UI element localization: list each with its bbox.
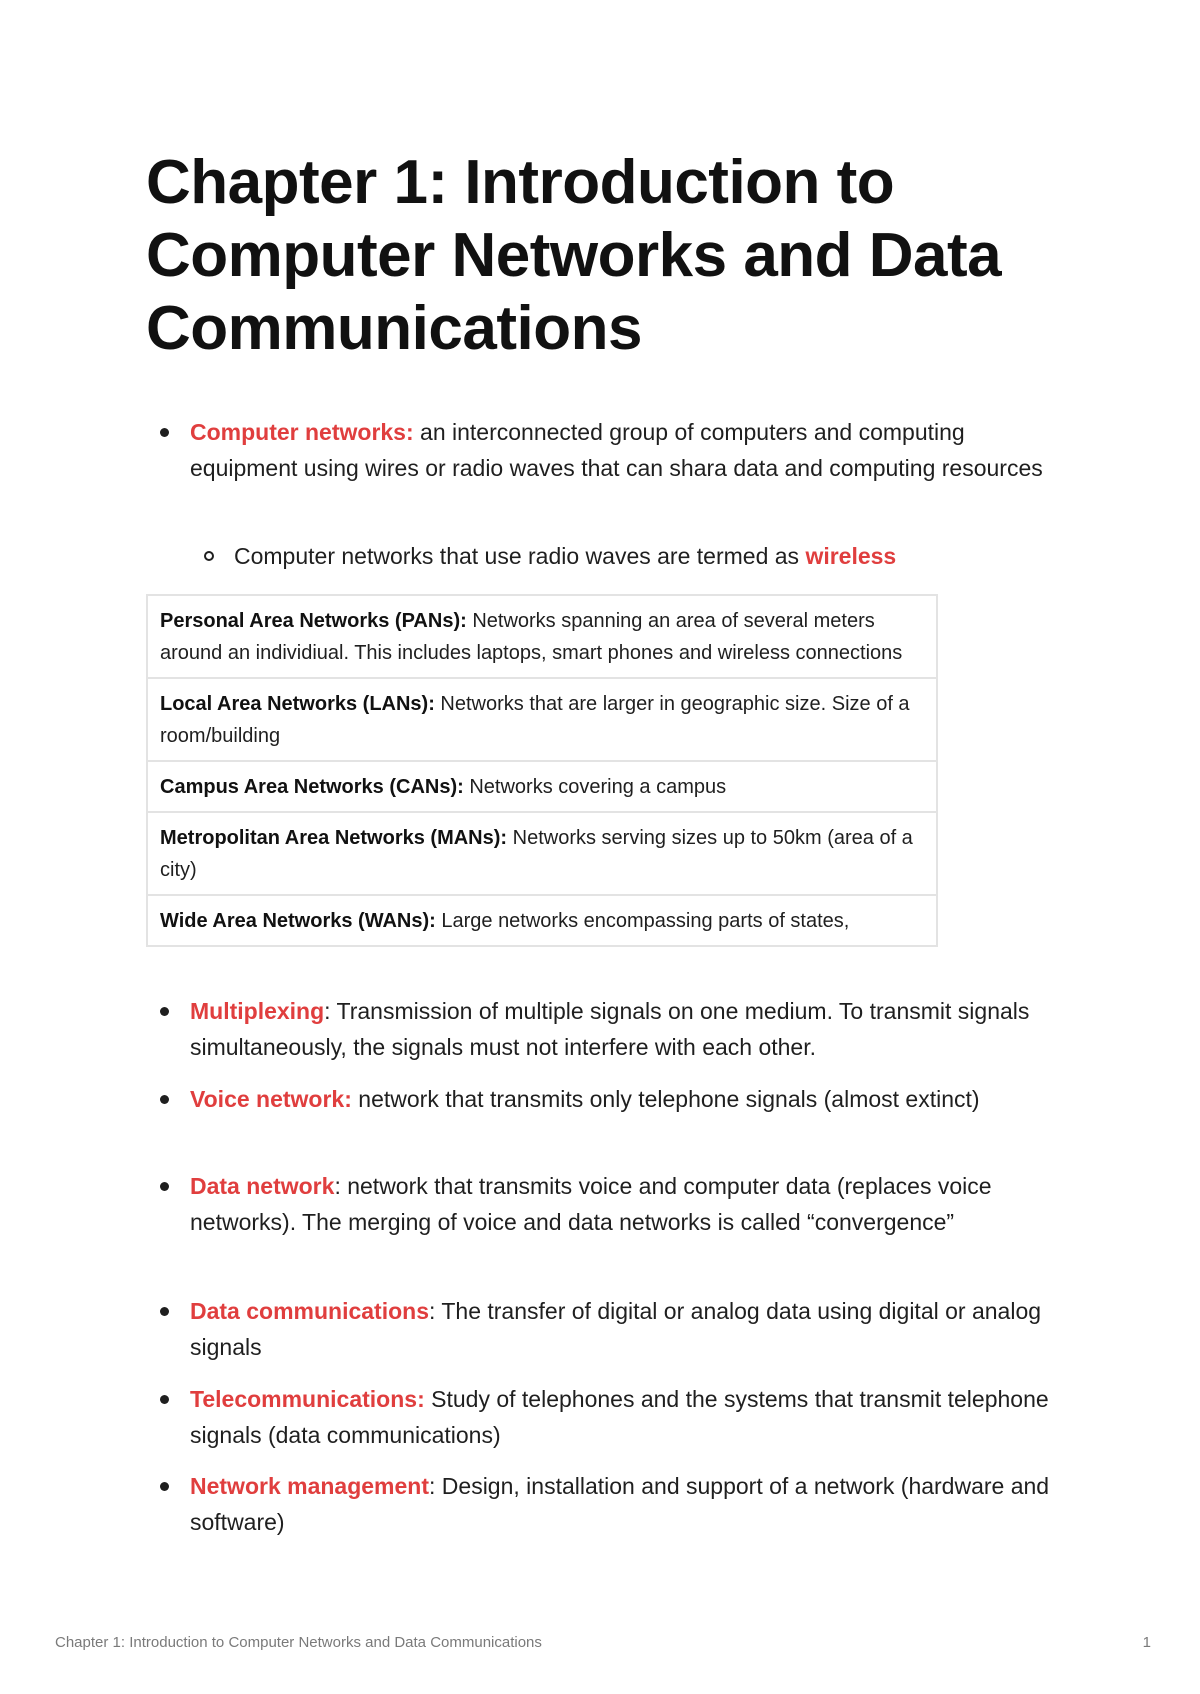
list-item [190,1168,1070,1240]
network-type-description: Networks that are larger in geographic size. Size of a room/building [160,693,910,747]
page-number: 1 [1142,1634,1151,1651]
sub-list-item [234,538,1070,574]
list-item [190,1081,1070,1117]
list-item [190,993,1070,1065]
bullet-dot-icon [160,1095,169,1104]
network-type-description: Large networks encompassing parts of states, [435,910,850,932]
term-label: Network management [190,1473,430,1499]
bullet-dot-icon [160,1007,169,1016]
network-type-name: Local Area Networks (LANs): [160,693,435,715]
list-item [190,1381,1070,1453]
term-label: Multiplexing [190,998,325,1024]
network-type-description: Networks serving sizes up to 50km (area of a city) [160,827,913,881]
term-label: Computer networks: [190,419,414,445]
definition-text: an interconnected group of computers and computing equipment using wires or radio waves that can shara data and computing resources [190,419,1043,481]
definition-text: Study of telephones and the systems that transmit telephone signals (data communications) [190,1386,1049,1448]
bullet-dot-icon [160,1307,169,1316]
definition-text: : The transfer of digital or analog data using digital or analog signals [190,1298,1042,1360]
list-item [190,1468,1070,1540]
list-item [190,414,1070,486]
table-row [148,813,936,896]
bullet-dot-icon [160,428,169,437]
bullet-dot-icon [160,1395,169,1404]
network-type-name: Campus Area Networks (CANs): [160,776,464,798]
definition-text: : Design, installation and support of a network (hardware and software) [190,1473,1050,1535]
term-label: Telecommunications: [190,1386,425,1412]
list-item [190,1293,1070,1365]
network-types-table [146,594,938,947]
network-type-description: Networks covering a campus [463,776,727,798]
table-row [148,679,936,762]
table-row [148,896,936,947]
term-label: Data network [190,1173,335,1199]
footer-title: Chapter 1: Introduction to Computer Networks and Data Communications [55,1634,542,1651]
table-row [148,762,936,813]
bullet-circle-icon [204,551,214,561]
table-row [148,596,936,679]
page-title: Chapter 1: Introduction to Computer Networks and Data Communications [146,148,1002,363]
term-label: Voice network: [190,1086,352,1112]
definition-text: network that transmits only telephone signals (almost extinct) [351,1086,980,1112]
bullet-dot-icon [160,1182,169,1191]
term-label: Data communications [190,1298,429,1324]
network-type-description: Networks spanning an area of several meters around an individiual. This includes laptops, smart phones and wireless connections [160,610,903,664]
network-type-name: Metropolitan Area Networks (MANs): [160,827,508,849]
sub-item-text: Computer networks that use radio waves are termed as [234,543,806,569]
term-label: wireless [805,543,897,569]
definition-text: : network that transmits voice and computer data (replaces voice networks). The merging of voice and data networks is called “convergence” [190,1173,992,1235]
network-type-name: Personal Area Networks (PANs): [160,610,467,632]
bullet-dot-icon [160,1482,169,1491]
network-type-name: Wide Area Networks (WANs): [160,910,436,932]
definition-text: : Transmission of multiple signals on one medium. To transmit signals simultaneously, the signals must not interfere with each other. [190,998,1030,1060]
